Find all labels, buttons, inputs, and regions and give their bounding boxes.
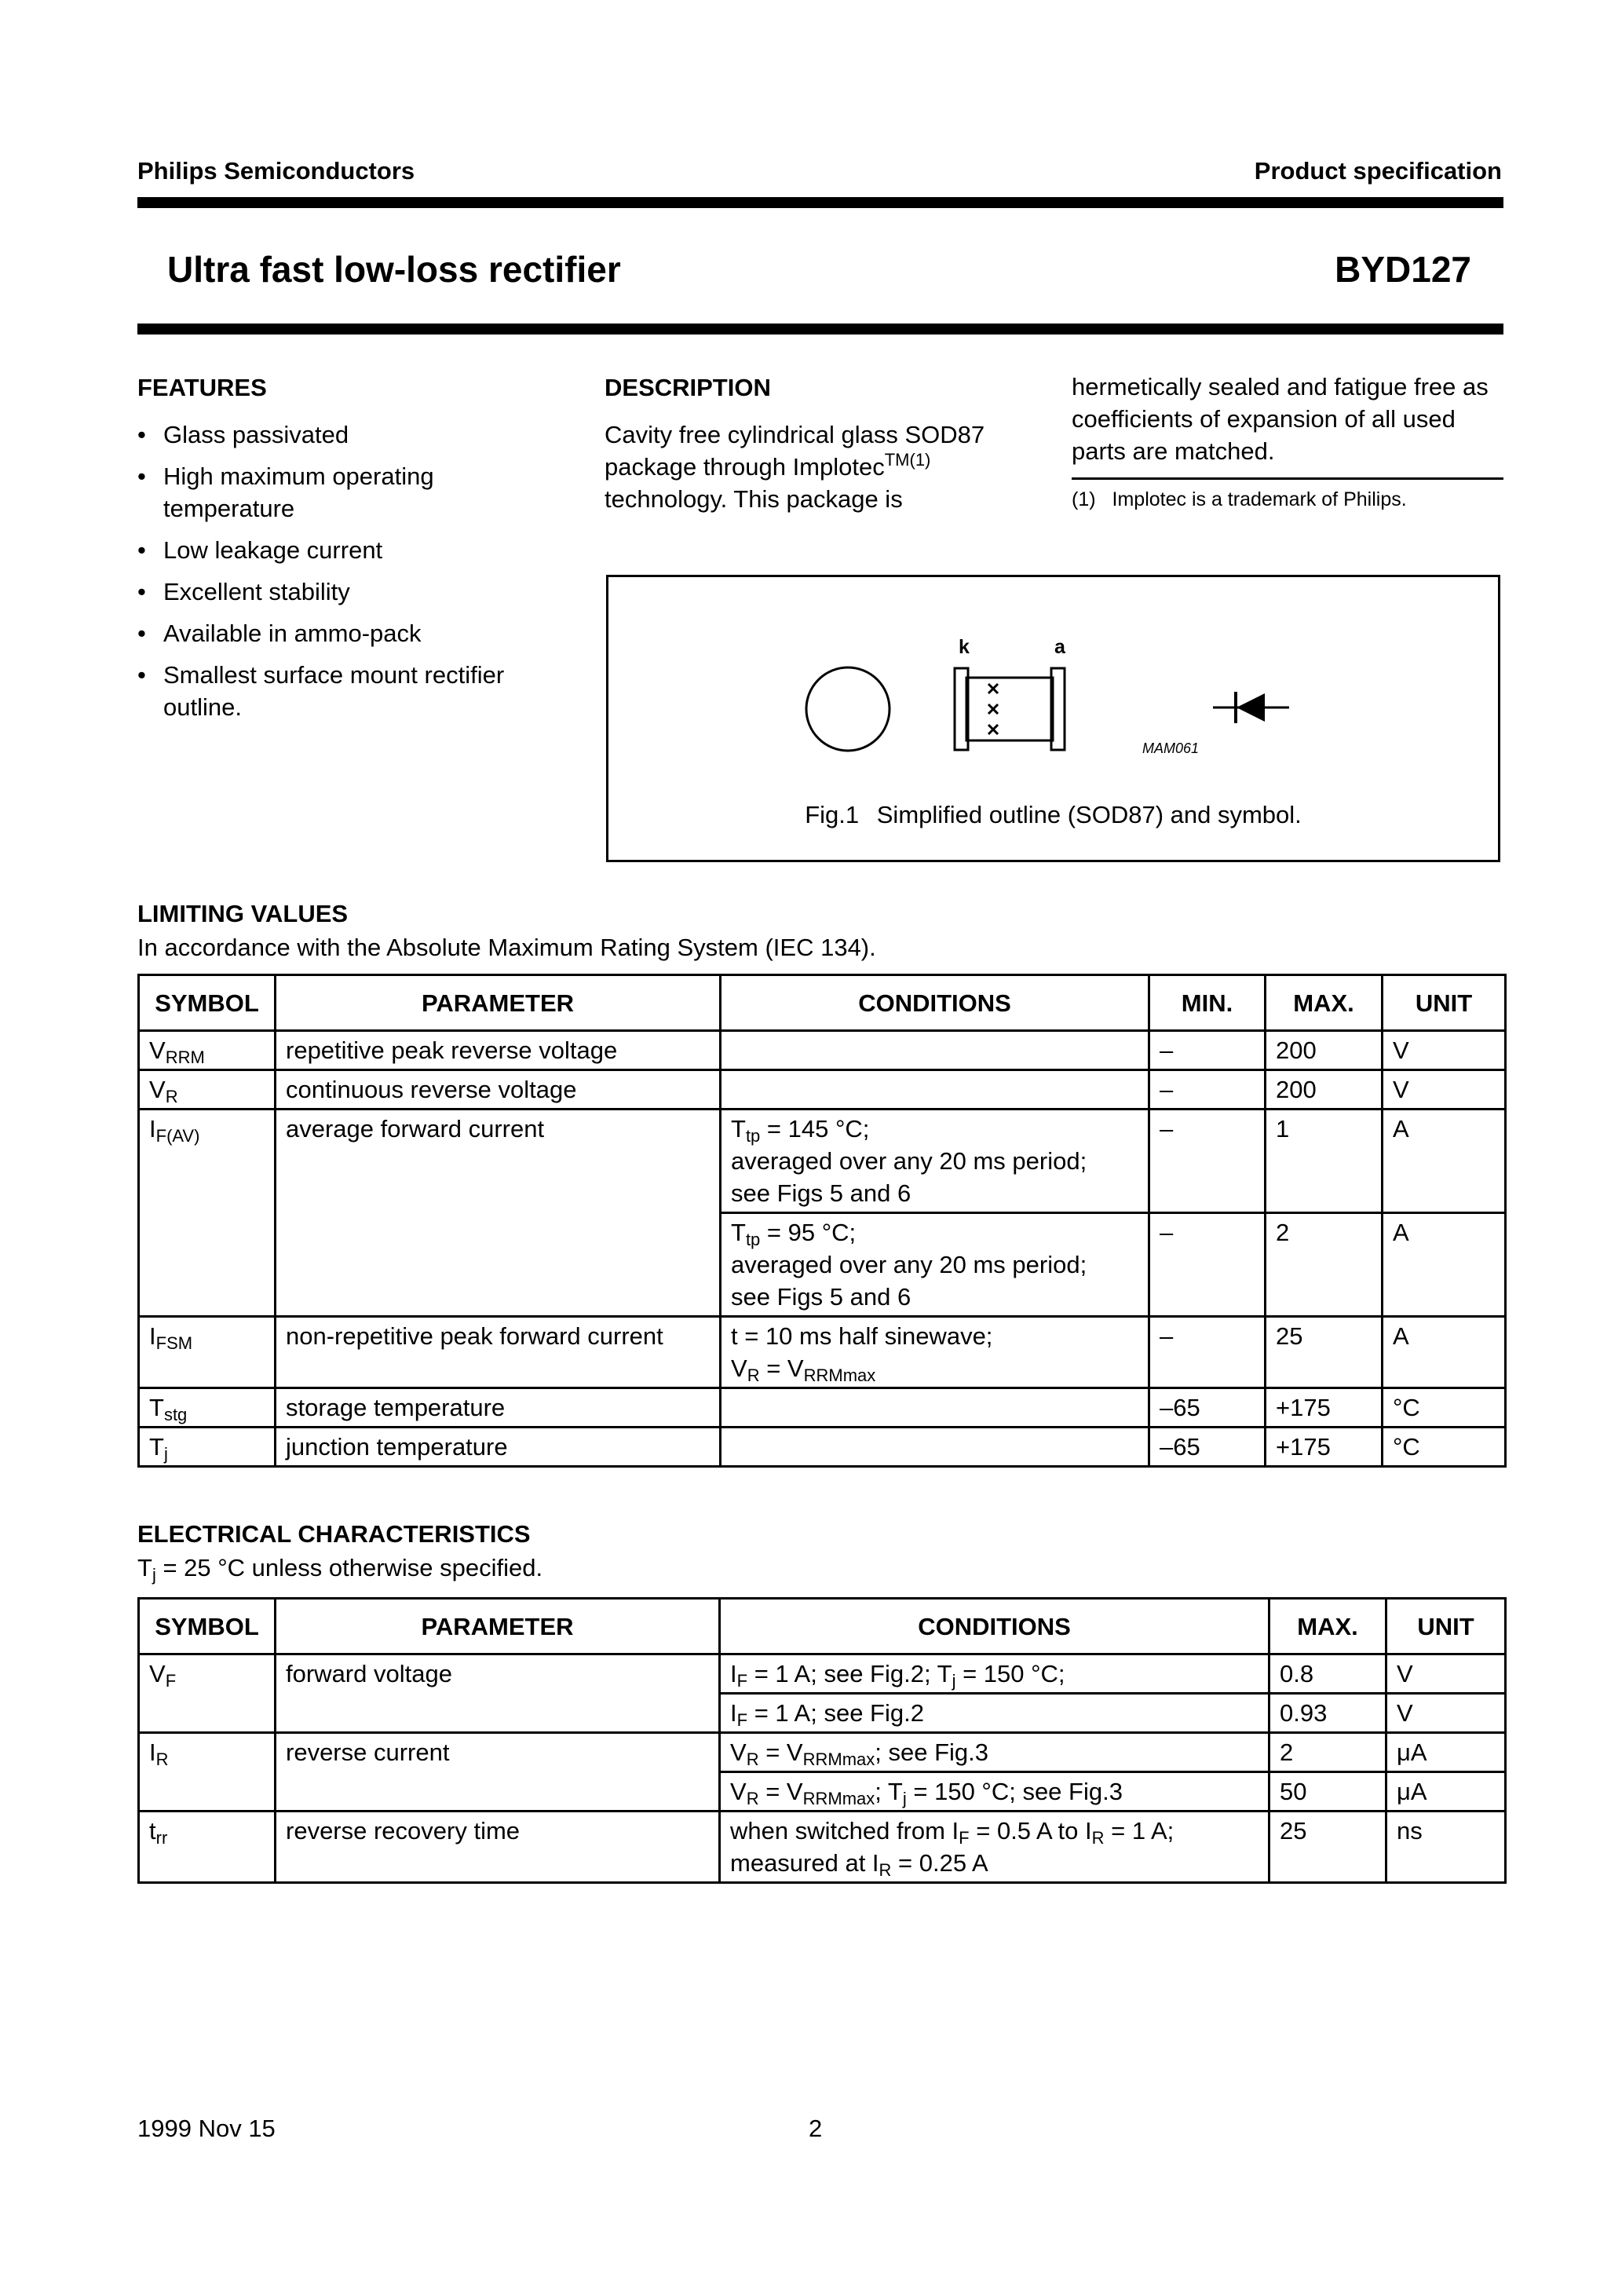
- figure-code: MAM061: [1142, 740, 1200, 756]
- trademark-mark: TM(1): [884, 450, 931, 470]
- conditions-cell: t = 10 ms half sinewave; $V_R = V_{RRMmax}$: [721, 1317, 1149, 1388]
- parameter-cell: [276, 1694, 720, 1733]
- table-row: [139, 1317, 1506, 1388]
- column-header: SYMBOL: [139, 975, 276, 1031]
- feature-item: • Glass passivated: [137, 419, 561, 451]
- electrical-characteristics-table: [137, 1597, 1507, 1884]
- max-cell: 2: [1269, 1733, 1386, 1772]
- unit-cell: A: [1383, 1213, 1506, 1317]
- description-text-a: Cavity free cylindrical glass SOD87 package through Implotec: [605, 421, 985, 481]
- symbol-cell: $I_{FSM}$: [139, 1317, 276, 1388]
- symbol-cell: $V_R$: [139, 1070, 276, 1110]
- conditions-cell: $I_F = 1$ A; see Fig.2: [720, 1694, 1269, 1733]
- table-row: [139, 1772, 1506, 1812]
- conditions-cell: $V_R = V_{RRMmax}$; $T_j = 150$ °C; see Fig.3: [720, 1772, 1269, 1812]
- min-cell: –: [1149, 1110, 1266, 1213]
- part-number: BYD127: [1335, 249, 1471, 290]
- conditions-cell: $I_F = 1$ A; see Fig.2; $T_j = 150$ °C;: [720, 1654, 1269, 1694]
- anode-label: a: [1054, 636, 1065, 658]
- diode-symbol: [1213, 692, 1289, 723]
- table-row: [139, 1694, 1506, 1733]
- max-cell: +175: [1266, 1388, 1383, 1428]
- column-header: MIN.: [1149, 975, 1266, 1031]
- header-rule-bottom: [137, 324, 1503, 335]
- column-header: CONDITIONS: [721, 975, 1149, 1031]
- parameter-cell: reverse recovery time: [276, 1812, 720, 1883]
- parameter-cell: continuous reverse voltage: [276, 1070, 721, 1110]
- conditions-line: when switched from $I_F = 0.5$ A to $I_R = 1$ A;: [730, 1817, 1174, 1848]
- max-cell: +175: [1266, 1428, 1383, 1467]
- unit-cell: V: [1383, 1031, 1506, 1070]
- column-header: SYMBOL: [139, 1599, 276, 1654]
- limiting-values-intro: In accordance with the Absolute Maximum Rating System (IEC 134).: [137, 934, 876, 961]
- symbol-cell: $T_j$: [139, 1428, 276, 1467]
- column-header: CONDITIONS: [720, 1599, 1269, 1654]
- max-cell: 25: [1269, 1812, 1386, 1883]
- figure-caption-number: Fig.1: [805, 801, 860, 828]
- table-row: [139, 1110, 1506, 1213]
- max-cell: 0.93: [1269, 1694, 1386, 1733]
- column-header: PARAMETER: [276, 975, 721, 1031]
- conditions-cell: [721, 1031, 1149, 1070]
- column-header: PARAMETER: [276, 1599, 720, 1654]
- min-cell: –: [1149, 1070, 1266, 1110]
- page-number: 2: [809, 2115, 823, 2142]
- document-type: Product specification: [1254, 157, 1502, 185]
- cathode-label: k: [959, 636, 970, 658]
- unit-cell: °C: [1383, 1388, 1506, 1428]
- conditions-cell: $V_R = V_{RRMmax}$; see Fig.3: [720, 1733, 1269, 1772]
- symbol-cell: $I_R$: [139, 1733, 276, 1772]
- feature-item: • Excellent stability: [137, 576, 561, 608]
- company-name: Philips Semiconductors: [137, 157, 415, 185]
- max-cell: 0.8: [1269, 1654, 1386, 1694]
- feature-item: • Smallest surface mount rectifier outline.: [137, 659, 561, 723]
- min-cell: –65: [1149, 1388, 1266, 1428]
- table-row: [139, 1213, 1506, 1317]
- conditions-cell: $T_{tp} = 145$ °C; averaged over any 20 ms period; see Figs 5 and 6: [721, 1110, 1149, 1213]
- symbol-cell: $t_{rr}$: [139, 1812, 276, 1883]
- parameter-cell: forward voltage: [276, 1654, 720, 1694]
- parameter-cell: junction temperature: [276, 1428, 721, 1467]
- conditions-cell: [721, 1070, 1149, 1110]
- table-row: [139, 1388, 1506, 1428]
- features-heading: FEATURES: [137, 374, 267, 401]
- cathode-band-marks: [988, 684, 998, 734]
- table-row: [139, 1812, 1506, 1883]
- column-header: UNIT: [1383, 975, 1506, 1031]
- package-end-view-circle: [806, 667, 890, 751]
- symbol-cell: $V_{RRM}$: [139, 1031, 276, 1070]
- unit-cell: °C: [1383, 1428, 1506, 1467]
- parameter-cell: reverse current: [276, 1733, 720, 1772]
- unit-cell: μA: [1386, 1733, 1506, 1772]
- parameter-cell: [276, 1213, 721, 1317]
- unit-cell: μA: [1386, 1772, 1506, 1812]
- column-header: MAX.: [1269, 1599, 1386, 1654]
- parameter-cell: average forward current: [276, 1110, 721, 1213]
- max-cell: 50: [1269, 1772, 1386, 1812]
- column-header: MAX.: [1266, 975, 1383, 1031]
- max-cell: 1: [1266, 1110, 1383, 1213]
- footnote-text: Implotec is a trademark of Philips.: [1112, 488, 1407, 510]
- description-text-b: technology. This package is: [605, 485, 903, 513]
- unit-cell: V: [1386, 1694, 1506, 1733]
- min-cell: –65: [1149, 1428, 1266, 1467]
- table-row: [139, 1070, 1506, 1110]
- page-title: Ultra fast low-loss rectifier: [167, 249, 621, 290]
- conditions-cell: $T_{tp} = 95$ °C; averaged over any 20 ms period; see Figs 5 and 6: [721, 1213, 1149, 1317]
- symbol-cell: [139, 1694, 276, 1733]
- symbol-cell: $I_{F(AV)}$: [139, 1110, 276, 1213]
- max-cell: 200: [1266, 1031, 1383, 1070]
- max-cell: 200: [1266, 1070, 1383, 1110]
- parameter-cell: non-repetitive peak forward current: [276, 1317, 721, 1388]
- electrical-characteristics-heading: ELECTRICAL CHARACTERISTICS: [137, 1520, 531, 1548]
- parameter-cell: [276, 1772, 720, 1812]
- conditions-cell: [720, 1812, 1269, 1883]
- header-rule-top: [137, 197, 1503, 208]
- min-cell: –: [1149, 1317, 1266, 1388]
- description-text-col2: hermetically sealed and fatigue free as coefficients of expansion of all used parts are matched.: [1072, 373, 1489, 465]
- min-cell: –: [1149, 1213, 1266, 1317]
- unit-cell: A: [1383, 1317, 1506, 1388]
- feature-item: • High maximum operating temperature: [137, 460, 561, 525]
- symbol-cell: $V_F$: [139, 1654, 276, 1694]
- parameter-cell: repetitive peak reverse voltage: [276, 1031, 721, 1070]
- symbol-cell: [139, 1213, 276, 1317]
- table-row: [139, 1733, 1506, 1772]
- limiting-values-table: [137, 974, 1507, 1468]
- figure-1-box: [606, 575, 1500, 862]
- parameter-cell: storage temperature: [276, 1388, 721, 1428]
- footnote-number: (1): [1072, 488, 1096, 510]
- package-body-rect: [966, 678, 1053, 740]
- min-cell: –: [1149, 1031, 1266, 1070]
- conditions-cell: [721, 1428, 1149, 1467]
- unit-cell: A: [1383, 1110, 1506, 1213]
- description-heading: DESCRIPTION: [605, 374, 771, 401]
- limiting-values-heading: LIMITING VALUES: [137, 900, 349, 927]
- column-header: UNIT: [1386, 1599, 1506, 1654]
- max-cell: 25: [1266, 1317, 1383, 1388]
- description-text-col1: [605, 419, 1028, 515]
- unit-cell: V: [1383, 1070, 1506, 1110]
- electrical-characteristics-intro: $T_j = 25$ °C unless otherwise specified.: [137, 1554, 543, 1585]
- figure-caption: [608, 801, 1498, 829]
- footnote-rule: [1072, 477, 1503, 480]
- max-cell: 2: [1266, 1213, 1383, 1317]
- feature-item: • Available in ammo-pack: [137, 617, 561, 649]
- conditions-cell: [721, 1388, 1149, 1428]
- table-header-row: [139, 1599, 1506, 1654]
- table-row: [139, 1031, 1506, 1070]
- conditions-line: measured at $I_R = 0.25$ A: [730, 1849, 988, 1880]
- footer-date: 1999 Nov 15: [137, 2115, 276, 2142]
- table-header-row: [139, 975, 1506, 1031]
- symbol-cell: $T_{stg}$: [139, 1388, 276, 1428]
- table-row: [139, 1654, 1506, 1694]
- unit-cell: ns: [1386, 1812, 1506, 1883]
- unit-cell: V: [1386, 1654, 1506, 1694]
- footnote: [1072, 488, 1407, 511]
- figure-caption-text: Simplified outline (SOD87) and symbol.: [876, 801, 1302, 828]
- symbol-cell: [139, 1772, 276, 1812]
- table-row: [139, 1428, 1506, 1467]
- features-list: [137, 419, 561, 733]
- feature-item: • Low leakage current: [137, 534, 561, 566]
